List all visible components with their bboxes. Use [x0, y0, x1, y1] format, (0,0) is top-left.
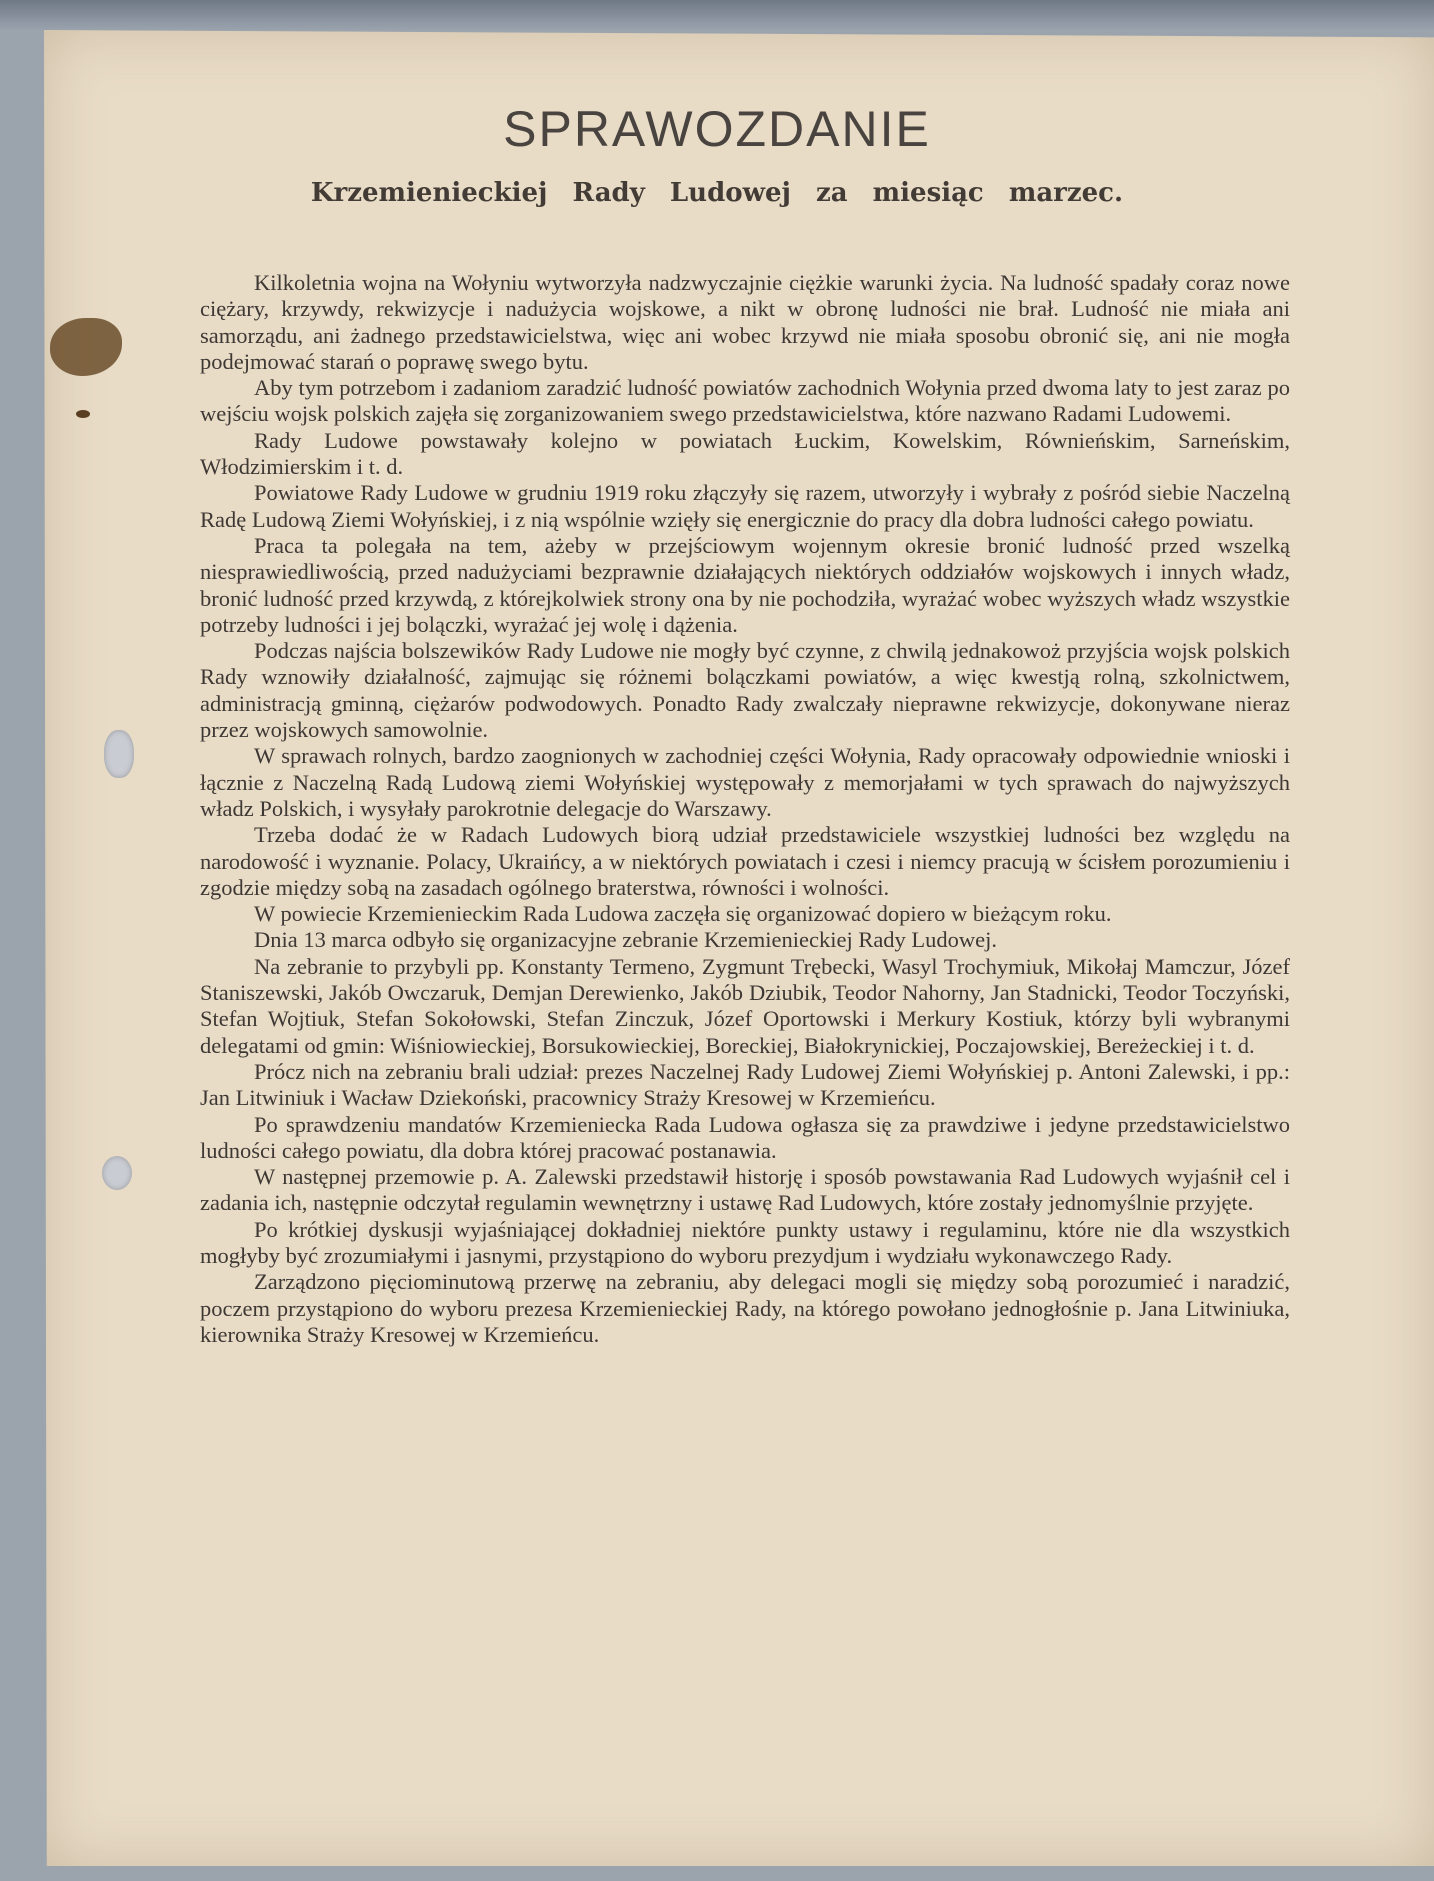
paragraph: Zarządzono pięciominutową przerwę na zebraniu, aby delegaci mogli się między sobą porozumieć i naradzić, poczem przystąpiono do wyboru prezesa Krzemienieckiej Rady, na którego powołano jednogłośnie p. Jana Litwiniuka, kierownika Straży Kresowej w Krzemieńcu. [200, 1269, 1290, 1347]
paragraph: W sprawach rolnych, bardzo zaognionych w zachodniej części Wołynia, Rady opracowały odpowiednie wnioski i łącznie z Naczelną Radą Ludową ziemi Wołyńskiej występowały z memorjałami w tych sprawach do najwyższych władz Polskich, i wysyłały parokrotnie delegacje do Warszawy. [200, 743, 1290, 821]
document-subtitle: Krzemienieckiej Rady Ludowej za miesiąc marzec. [310, 178, 1124, 208]
paragraph: Rady Ludowe powstawały kolejno w powiatach Łuckim, Kowelskim, Równieńskim, Sarneńskim, Włodzimierskim i t. d. [200, 427, 1290, 480]
paragraph: Praca ta polegała na tem, ażeby w przejściowym wojennym okresie bronić ludność przed wszelką niesprawiedliwością, przed nadużyciami bezprawnie działających niektórych oddziałów wojskowych i innych władz, bronić ludność przed krzywdą, z którejkolwiek strony ona by nie pochodziła, wyrażać wobec wyższych władz wszystkie potrzeby ludności i jej bolączki, wyrażać jej wolę i dążenia. [200, 532, 1290, 637]
paragraph: Podczas najścia bolszewików Rady Ludowe nie mogły być czynne, z chwilą jednakowoż przyjścia wojsk polskich Rady wznowiły działalność, zajmując się różnemi bolączkami powiatów, a więc kwestją rolną, szkolnictwem, administracją gminną, ciężarów podwodowych. Ponadto Rady zwalczały nieprawne rekwizycje, dokonywane nieraz przez wojskowych samowolnie. [200, 638, 1290, 743]
paragraph: W następnej przemowie p. A. Zalewski przedstawił historję i sposób powstawania Rad Ludowych wyjaśnił cel i zadania ich, następnie odczytał regulamin wewnętrzny i ustawę Rad Ludowych, które zostały jednomyślnie przyjęte. [200, 1164, 1290, 1216]
punch-hole [104, 730, 134, 778]
paragraph: Kilkoletnia wojna na Wołyniu wytworzyła nadzwyczajnie ciężkie warunki życia. Na ludność spadały coraz nowe ciężary, krzywdy, rekwizycje i nadużycia wojskowe, a nikt w obronę ludności nie brał. Ludność nie miała ani samorządu, ani żadnego przedstawicielstwa, więc ani wobec krzywd nie miała sposobu obronić się, ani nie mogła podejmować starań o poprawę swego bytu. [200, 270, 1290, 374]
document-title: SPRAWOZDANIE [503, 101, 931, 157]
ink-stain-drop [76, 410, 90, 418]
paragraph: W powiecie Krzemienieckim Rada Ludowa zaczęła się organizować dopiero w bieżącym roku. [254, 901, 1112, 927]
paragraph: Na zebranie to przybyli pp. Konstanty Termeno, Zygmunt Trębecki, Wasyl Trochymiuk, Mikołaj Mamczur, Józef Staniszewski, Jakób Owczaruk, Demjan Derewienko, Jakób Dziubik, Teodor Nahorny, Jan Stadnicki, Teodor Toczyński, Stefan Wojtiuk, Stefan Sokołowski, Stefan Zinczuk, Józef Oportowski i Merkury Kostiuk, którzy byli wybranymi delegatami od gmin: Wiśniowieckiej, Borsukowieckiej, Boreckiej, Białokrynickiej, Poczajowskiej, Bereżeckiej i t. d. [200, 953, 1290, 1058]
paragraph: Po krótkiej dyskusji wyjaśniającej dokładniej niektóre punkty ustawy i regulaminu, które nie dla wszystkich mogłyby być zrozumiałymi i jasnymi, przystąpiono do wyboru prezydjum i wydziału wykonawczego Rady. [200, 1216, 1290, 1268]
background-surface [0, 0, 1434, 30]
paragraph: Prócz nich na zebraniu brali udział: prezes Naczelnej Rady Ludowej Ziemi Wołyńskiej p. Antoni Zalewski, i pp.: Jan Litwiniuk i Wacław Dziekoński, pracownicy Straży Kresowej w Krzemieńcu. [200, 1058, 1290, 1111]
paragraph: Aby tym potrzebom i zadaniom zaradzić ludność powiatów zachodnich Wołynia przed dwoma laty to jest zaraz po wejściu wojsk polskich zajęła się zorganizowaniem swego przedstawicielstwa, które nazwano Radami Ludowemi. [200, 375, 1290, 427]
paragraph: Trzeba dodać że w Radach Ludowych biorą udział przedstawiciele wszystkiej ludności bez względu na narodowość i wyznanie. Polacy, Ukraińcy, a w niektórych powiatach i czesi i niemcy pracują w ścisłem porozumieniu i zgodzie między sobą na zasadach ogólnego braterstwa, równości i wolności. [200, 822, 1290, 900]
document-body [200, 270, 1290, 1348]
paragraph: Dnia 13 marca odbyło się organizacyjne zebranie Krzemienieckiej Rady Ludowej. [254, 927, 998, 953]
paragraph: Po sprawdzeniu mandatów Krzemieniecka Rada Ludowa ogłasza się za prawdziwe i jedyne przedstawicielstwo ludności całego powiatu, dla dobra której pracować postanawia. [200, 1111, 1290, 1163]
paragraph: Powiatowe Rady Ludowe w grudniu 1919 roku złączyły się razem, utworzyły i wybrały z pośród siebie Naczelną Radę Ludową Ziemi Wołyńskiej, i z nią wspólnie wzięły się energicznie do pracy dla dobra ludności całego powiatu. [200, 480, 1290, 532]
punch-hole [102, 1156, 132, 1190]
